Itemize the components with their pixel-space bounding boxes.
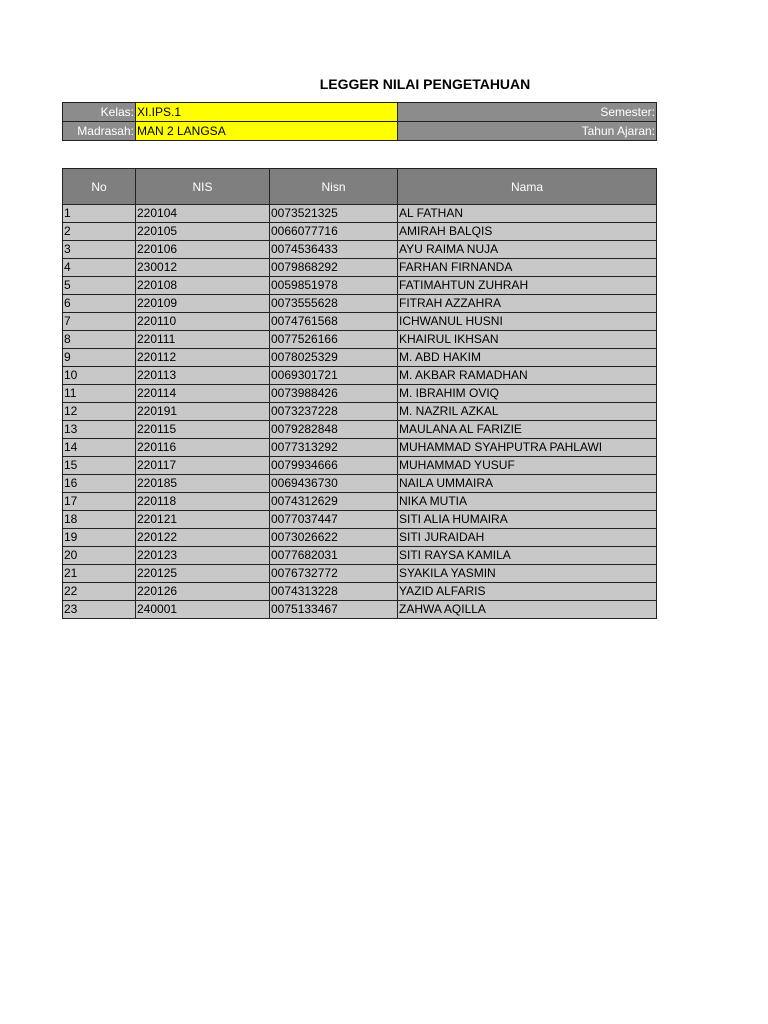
cell-nis[interactable]: 220105: [136, 223, 270, 241]
table-row: [63, 223, 657, 241]
column-header-nama: Nama: [398, 169, 657, 205]
cell-nama[interactable]: KHAIRUL IKHSAN: [398, 331, 657, 349]
cell-nama[interactable]: AYU RAIMA NUJA: [398, 241, 657, 259]
cell-nisn[interactable]: 0079868292: [270, 259, 398, 277]
table-row: [63, 277, 657, 295]
cell-nisn[interactable]: 0076732772: [270, 565, 398, 583]
cell-no[interactable]: 21: [63, 565, 136, 583]
cell-nama[interactable]: SYAKILA YASMIN: [398, 565, 657, 583]
cell-no[interactable]: 5: [63, 277, 136, 295]
cell-nisn[interactable]: 0074761568: [270, 313, 398, 331]
table-row: [63, 547, 657, 565]
table-row: [63, 493, 657, 511]
cell-nis[interactable]: 220117: [136, 457, 270, 475]
table-row: [63, 601, 657, 619]
table-row: [63, 295, 657, 313]
cell-no[interactable]: 22: [63, 583, 136, 601]
table-row: [63, 403, 657, 421]
cell-nama[interactable]: M. NAZRIL AZKAL: [398, 403, 657, 421]
cell-nama[interactable]: FATIMAHTUN ZUHRAH: [398, 277, 657, 295]
cell-nisn[interactable]: 0073988426: [270, 385, 398, 403]
cell-no[interactable]: 14: [63, 439, 136, 457]
cell-nisn[interactable]: 0073026622: [270, 529, 398, 547]
column-header-nisn: Nisn: [270, 169, 398, 205]
cell-nisn[interactable]: 0079282848: [270, 421, 398, 439]
cell-no[interactable]: 6: [63, 295, 136, 313]
cell-nis[interactable]: 220125: [136, 565, 270, 583]
table-row: [63, 259, 657, 277]
cell-nis[interactable]: 230012: [136, 259, 270, 277]
cell-no[interactable]: 12: [63, 403, 136, 421]
cell-no[interactable]: 1: [63, 205, 136, 223]
cell-nis[interactable]: 220113: [136, 367, 270, 385]
cell-nisn[interactable]: 0073521325: [270, 205, 398, 223]
table-row: [63, 313, 657, 331]
table-row: [63, 205, 657, 223]
table-row: [63, 475, 657, 493]
cell-nama[interactable]: FITRAH AZZAHRA: [398, 295, 657, 313]
cell-nisn[interactable]: 0073237228: [270, 403, 398, 421]
students-table: [62, 168, 657, 619]
table-row: [63, 583, 657, 601]
cell-nisn[interactable]: 0077313292: [270, 439, 398, 457]
cell-no[interactable]: 16: [63, 475, 136, 493]
cell-nama[interactable]: M. IBRAHIM OVIQ: [398, 385, 657, 403]
cell-nama[interactable]: FARHAN FIRNANDA: [398, 259, 657, 277]
cell-nis[interactable]: 240001: [136, 601, 270, 619]
cell-nis[interactable]: 220121: [136, 511, 270, 529]
semester-label: Semester:: [398, 103, 657, 122]
cell-nis[interactable]: 220104: [136, 205, 270, 223]
cell-no[interactable]: 20: [63, 547, 136, 565]
cell-nama[interactable]: M. ABD HAKIM: [398, 349, 657, 367]
table-row: [63, 529, 657, 547]
cell-nama[interactable]: SITI ALIA HUMAIRA: [398, 511, 657, 529]
cell-nis[interactable]: 220191: [136, 403, 270, 421]
cell-no[interactable]: 23: [63, 601, 136, 619]
cell-nisn[interactable]: 0074313228: [270, 583, 398, 601]
cell-no[interactable]: 17: [63, 493, 136, 511]
cell-no[interactable]: 8: [63, 331, 136, 349]
cell-no[interactable]: 10: [63, 367, 136, 385]
cell-nis[interactable]: 220115: [136, 421, 270, 439]
cell-nis[interactable]: 220114: [136, 385, 270, 403]
table-row: [63, 385, 657, 403]
cell-nama[interactable]: SITI RAYSA KAMILA: [398, 547, 657, 565]
cell-nis[interactable]: 220112: [136, 349, 270, 367]
page-title: LEGGER NILAI PENGETAHUAN: [319, 76, 531, 92]
table-row: [63, 565, 657, 583]
cell-nama[interactable]: YAZID ALFARIS: [398, 583, 657, 601]
table-row: [63, 439, 657, 457]
cell-no[interactable]: 4: [63, 259, 136, 277]
table-row: [63, 349, 657, 367]
cell-nisn[interactable]: 0078025329: [270, 349, 398, 367]
cell-nis[interactable]: 220111: [136, 331, 270, 349]
cell-nama[interactable]: MAULANA AL FARIZIE: [398, 421, 657, 439]
cell-nisn[interactable]: 0059851978: [270, 277, 398, 295]
tahun-ajaran-label: Tahun Ajaran:: [398, 122, 657, 141]
table-row: [63, 331, 657, 349]
cell-nama[interactable]: AMIRAH BALQIS: [398, 223, 657, 241]
cell-nis[interactable]: 220122: [136, 529, 270, 547]
cell-nis[interactable]: 220116: [136, 439, 270, 457]
cell-nama[interactable]: ICHWANUL HUSNI: [398, 313, 657, 331]
cell-nama[interactable]: NAILA UMMAIRA: [398, 475, 657, 493]
cell-nis[interactable]: 220110: [136, 313, 270, 331]
cell-nisn[interactable]: 0074312629: [270, 493, 398, 511]
info-row-madrasah: [63, 122, 657, 141]
cell-nisn[interactable]: 0066077716: [270, 223, 398, 241]
cell-nis[interactable]: 220106: [136, 241, 270, 259]
cell-no[interactable]: 7: [63, 313, 136, 331]
cell-nis[interactable]: 220109: [136, 295, 270, 313]
table-row: [63, 367, 657, 385]
madrasah-value[interactable]: MAN 2 LANGSA: [136, 122, 398, 141]
cell-no[interactable]: 11: [63, 385, 136, 403]
kelas-label: Kelas:: [63, 103, 136, 122]
info-row-kelas: [63, 103, 657, 122]
cell-no[interactable]: 13: [63, 421, 136, 439]
cell-nisn[interactable]: 0069301721: [270, 367, 398, 385]
cell-nis[interactable]: 220185: [136, 475, 270, 493]
cell-nama[interactable]: SITI JURAIDAH: [398, 529, 657, 547]
table-row: [63, 511, 657, 529]
cell-nis[interactable]: 220118: [136, 493, 270, 511]
cell-nis[interactable]: 220123: [136, 547, 270, 565]
cell-nama[interactable]: NIKA MUTIA: [398, 493, 657, 511]
cell-nis[interactable]: 220108: [136, 277, 270, 295]
cell-nama[interactable]: M. AKBAR RAMADHAN: [398, 367, 657, 385]
info-table: [62, 102, 657, 141]
cell-no[interactable]: 2: [63, 223, 136, 241]
cell-nama[interactable]: ZAHWA AQILLA: [398, 601, 657, 619]
table-row: [63, 457, 657, 475]
table-row: [63, 241, 657, 259]
cell-nisn[interactable]: 0079934666: [270, 457, 398, 475]
table-body: [63, 205, 657, 619]
column-header-nis: NIS: [136, 169, 270, 205]
cell-nama[interactable]: MUHAMMAD YUSUF: [398, 457, 657, 475]
cell-no[interactable]: 9: [63, 349, 136, 367]
cell-no[interactable]: 3: [63, 241, 136, 259]
cell-nama[interactable]: AL FATHAN: [398, 205, 657, 223]
cell-nisn[interactable]: 0075133467: [270, 601, 398, 619]
cell-nisn[interactable]: 0077682031: [270, 547, 398, 565]
cell-nisn[interactable]: 0073555628: [270, 295, 398, 313]
cell-nisn[interactable]: 0074536433: [270, 241, 398, 259]
cell-nisn[interactable]: 0077037447: [270, 511, 398, 529]
column-header-no: No: [63, 169, 136, 205]
cell-nis[interactable]: 220126: [136, 583, 270, 601]
madrasah-label: Madrasah:: [63, 122, 136, 141]
cell-nama[interactable]: MUHAMMAD SYAHPUTRA PAHLAWI: [398, 439, 657, 457]
cell-nisn[interactable]: 0077526166: [270, 331, 398, 349]
cell-no[interactable]: 19: [63, 529, 136, 547]
table-row: [63, 421, 657, 439]
cell-nisn[interactable]: 0069436730: [270, 475, 398, 493]
cell-no[interactable]: 15: [63, 457, 136, 475]
kelas-value[interactable]: XI.IPS.1: [136, 103, 398, 122]
table-header-row: [63, 169, 657, 205]
cell-no[interactable]: 18: [63, 511, 136, 529]
